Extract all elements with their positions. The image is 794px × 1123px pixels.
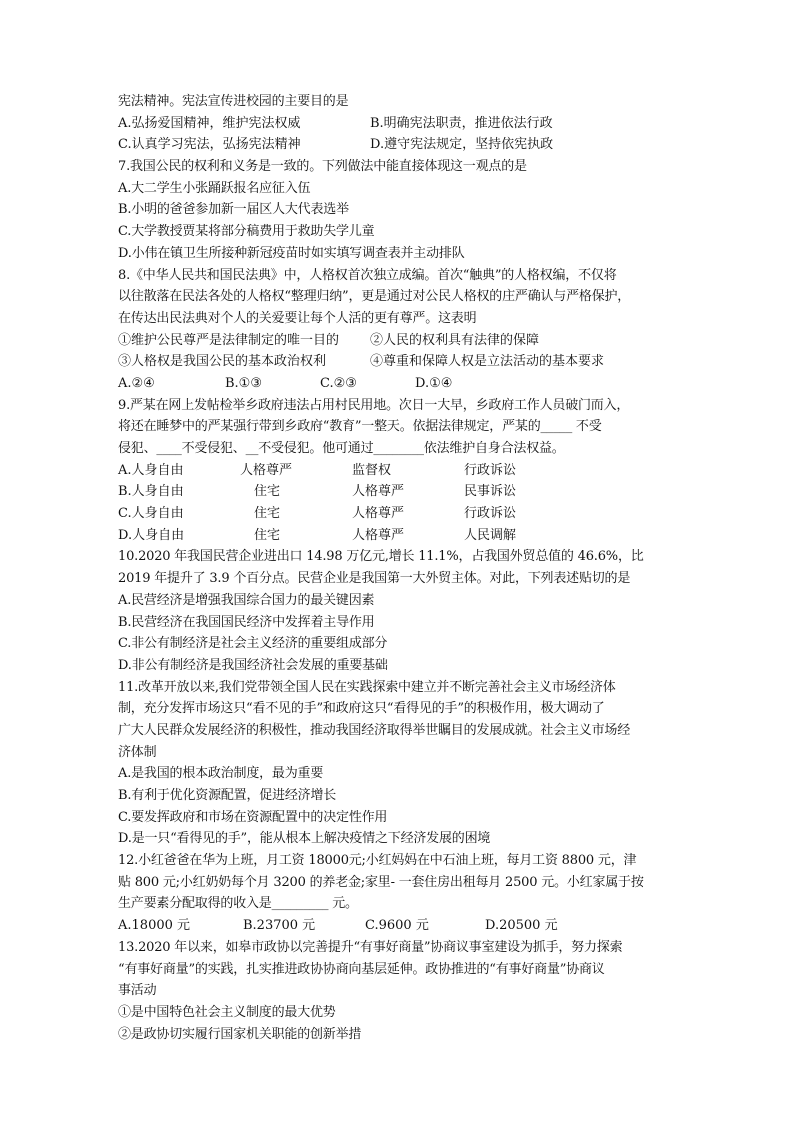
question-8-statement-1: ①维护公民尊严是法律制定的唯一目的 bbox=[118, 332, 340, 348]
question-11-option-c[interactable]: C.要发挥政府和市场在资源配置中的决定性作用 bbox=[118, 809, 388, 825]
question-12-option-d[interactable]: D.20500 元 bbox=[485, 918, 558, 934]
question-8-option-b[interactable]: B.①③ bbox=[225, 375, 262, 391]
question-11 bbox=[118, 677, 688, 851]
question-8-options bbox=[118, 373, 688, 395]
question-11-stem-line: 11.改革开放以来,我们党带领全国人民在实践探索中建立并不断完善社会主义市场经济体 bbox=[118, 679, 616, 695]
question-8 bbox=[118, 265, 688, 395]
question-11-option-a[interactable]: A.是我国的根本政治制度，最为重要 bbox=[118, 766, 324, 782]
question-10-stem-line: 2019 年提升了 3.9 个百分点。民营企业是我国第一大外贸主体。对此，下列表述贴切的是 bbox=[118, 571, 631, 587]
question-10-stem-line: 10.2020 年我国民营企业进出口 14.98 万亿元,增长 11.1%，占我国外贸总值的 46.6%，比 bbox=[118, 549, 644, 565]
question-6-option-d[interactable]: D.遵守宪法规定，坚持依宪执政 bbox=[370, 137, 554, 153]
question-9-stem-line: 侵犯、____不受侵犯、__不受侵犯。他可通过________依法维护自身合法权益。 bbox=[118, 441, 565, 456]
question-9-option-cell: 人格尊严 bbox=[352, 484, 405, 500]
question-12-options bbox=[118, 915, 688, 937]
question-9-option-c[interactable] bbox=[118, 503, 688, 525]
question-11-option-d[interactable]: D.是一只“看得见的手”，能从根本上解决疫情之下经济发展的困境 bbox=[118, 831, 491, 847]
question-9-option-cell: B.人身自由 bbox=[118, 484, 184, 500]
question-6 bbox=[118, 91, 688, 156]
question-8-statement-3: ③人格权是我国公民的基本政治权利 bbox=[118, 354, 327, 370]
question-9-option-cell: 人格尊严 bbox=[352, 527, 405, 543]
question-8-statement-2: ②人民的权利具有法律的保障 bbox=[370, 332, 540, 348]
question-13 bbox=[118, 937, 688, 1045]
question-6-option-c[interactable]: C.认真学习宪法，弘扬宪法精神 bbox=[118, 137, 301, 153]
question-6-options-row-2 bbox=[118, 134, 688, 156]
question-9-option-a[interactable] bbox=[118, 460, 688, 482]
question-10-option-c[interactable]: C.非公有制经济是社会主义经济的重要组成部分 bbox=[118, 636, 388, 652]
question-13-stem-line: “有事好商量”的实践，扎实推进政协协商向基层延伸。政协推进的“有事好商量”协商议 bbox=[118, 961, 605, 977]
question-12-stem-line: 贴 800 元;小红奶奶每个月 3200 的养老金;家里- 一套住房出租每月 2500 元。小红家属于按 bbox=[118, 874, 644, 890]
question-8-option-a[interactable]: A.②④ bbox=[118, 375, 155, 391]
question-12-stem-line: 12.小红爸爸在华为上班，月工资 18000元;小红妈妈在中石油上班，每月工资 8800 元，津 bbox=[118, 853, 637, 869]
question-11-stem-line: 制，充分发挥市场这只“看不见的手”和政府这只“看得见的手”的积极作用，极大调动了 bbox=[118, 701, 605, 717]
question-12-stem-line: 生产要素分配取得的收入是_________ 元。 bbox=[118, 896, 358, 912]
question-9-option-cell: 人格尊严 bbox=[352, 506, 405, 522]
question-13-statement-1: ①是中国特色社会主义制度的最大优势 bbox=[118, 1004, 336, 1020]
question-8-statements-row-2 bbox=[118, 351, 688, 373]
question-9-option-cell: 人民调解 bbox=[464, 527, 517, 543]
question-7-stem: 7.我国公民的权利和义务是一致的。下列做法中能直接体现这一观点的是 bbox=[118, 159, 527, 175]
question-13-statement-2: ②是政协切实履行国家机关职能的创新举措 bbox=[118, 1026, 362, 1042]
question-10-option-a[interactable]: A.民营经济是增强我国综合国力的最关键因素 bbox=[118, 592, 375, 608]
question-9-option-cell: 行政诉讼 bbox=[464, 462, 517, 478]
question-8-statements-row-1 bbox=[118, 330, 688, 352]
question-11-stem-line: 济体制 bbox=[118, 744, 157, 760]
question-9-option-cell: 监督权 bbox=[352, 462, 392, 478]
question-9-option-d[interactable] bbox=[118, 525, 688, 547]
question-6-option-b[interactable]: B.明确宪法职责，推进依法行政 bbox=[370, 115, 553, 131]
question-8-option-c[interactable]: C.②③ bbox=[320, 375, 357, 391]
question-11-option-b[interactable]: B.有利于优化资源配置，促进经济增长 bbox=[118, 788, 337, 803]
question-12-option-c[interactable]: C.9600 元 bbox=[365, 918, 429, 934]
question-7-option-c[interactable]: C.大学教授贾某将部分稿费用于救助失学儿童 bbox=[118, 224, 375, 240]
question-6-option-a[interactable]: A.弘扬爱国精神，维护宪法权威 bbox=[118, 115, 301, 131]
question-8-stem-line: 8.《中华人民共和国民法典》中，人格权首次独立成编。首次“触典”的人格权编，不仅将 bbox=[118, 267, 617, 283]
question-9-option-cell: 住宅 bbox=[254, 506, 281, 522]
question-7-option-d[interactable]: D.小伟在镇卫生所接种新冠疫苗时如实填写调查表并主动排队 bbox=[118, 245, 465, 261]
question-10-option-b[interactable]: B.民营经济在我国国民经济中发挥着主导作用 bbox=[118, 614, 375, 630]
question-6-options-row-1 bbox=[118, 113, 688, 135]
question-9 bbox=[118, 395, 688, 547]
question-9-option-b[interactable] bbox=[118, 481, 688, 503]
exam-page bbox=[118, 91, 688, 1045]
question-12-option-b[interactable]: B.23700 元 bbox=[243, 918, 316, 934]
question-11-stem-line: 广大人民群众发展经济的积极性，推动我国经济取得举世瞩目的发展成就。社会主义市场经 bbox=[118, 722, 631, 738]
question-9-option-cell: 住宅 bbox=[254, 484, 281, 500]
question-8-statement-4: ④尊重和保障人权是立法活动的基本要求 bbox=[370, 354, 605, 370]
question-13-stem-line: 13.2020 年以来，如皋市政协以完善提升“有事好商量”协商议事室建设为抓手，努力探索 bbox=[118, 939, 623, 955]
question-9-stem-line: 将还在睡梦中的严某强行带到乡政府“教育”一整天。依据法律规定，严某的_____ 不受 bbox=[118, 419, 602, 435]
question-12-option-a[interactable]: A.18000 元 bbox=[118, 918, 191, 934]
question-9-option-cell: 民事诉讼 bbox=[464, 484, 517, 500]
question-8-stem-line: 在传达出民法典对个人的关爱要让每个人活的更有尊严。这表明 bbox=[118, 310, 477, 326]
question-13-stem-line: 事活动 bbox=[118, 983, 157, 999]
question-10 bbox=[118, 546, 688, 676]
question-6-stem: 宪法精神。宪法宣传进校园的主要目的是 bbox=[118, 94, 349, 109]
question-9-option-cell: 人格尊严 bbox=[240, 462, 293, 478]
question-7-option-a[interactable]: A.大二学生小张踊跃报名应征入伍 bbox=[118, 180, 311, 196]
question-9-stem-line: 9.严某在网上发帖检举乡政府违法占用村民用地。次日一大早，乡政府工作人员破门而入， bbox=[118, 397, 630, 413]
question-9-option-cell: D.人身自由 bbox=[118, 527, 185, 543]
question-9-option-cell: A.人身自由 bbox=[118, 462, 184, 478]
question-12 bbox=[118, 850, 688, 937]
question-9-option-cell: C.人身自由 bbox=[118, 506, 184, 522]
question-7-option-b[interactable]: B.小明的爸爸参加新一届区人大代表选举 bbox=[118, 202, 349, 218]
question-9-option-cell: 行政诉讼 bbox=[464, 506, 517, 522]
question-8-stem-line: 以往散落在民法各处的人格权“整理归纳”，更是通过对公民人格权的庄严确认与严格保护， bbox=[118, 289, 631, 305]
question-8-option-d[interactable]: D.①④ bbox=[415, 375, 453, 391]
question-9-option-cell: 住宅 bbox=[254, 527, 281, 543]
question-10-option-d[interactable]: D.非公有制经济是我国经济社会发展的重要基础 bbox=[118, 657, 388, 673]
question-7 bbox=[118, 156, 688, 264]
